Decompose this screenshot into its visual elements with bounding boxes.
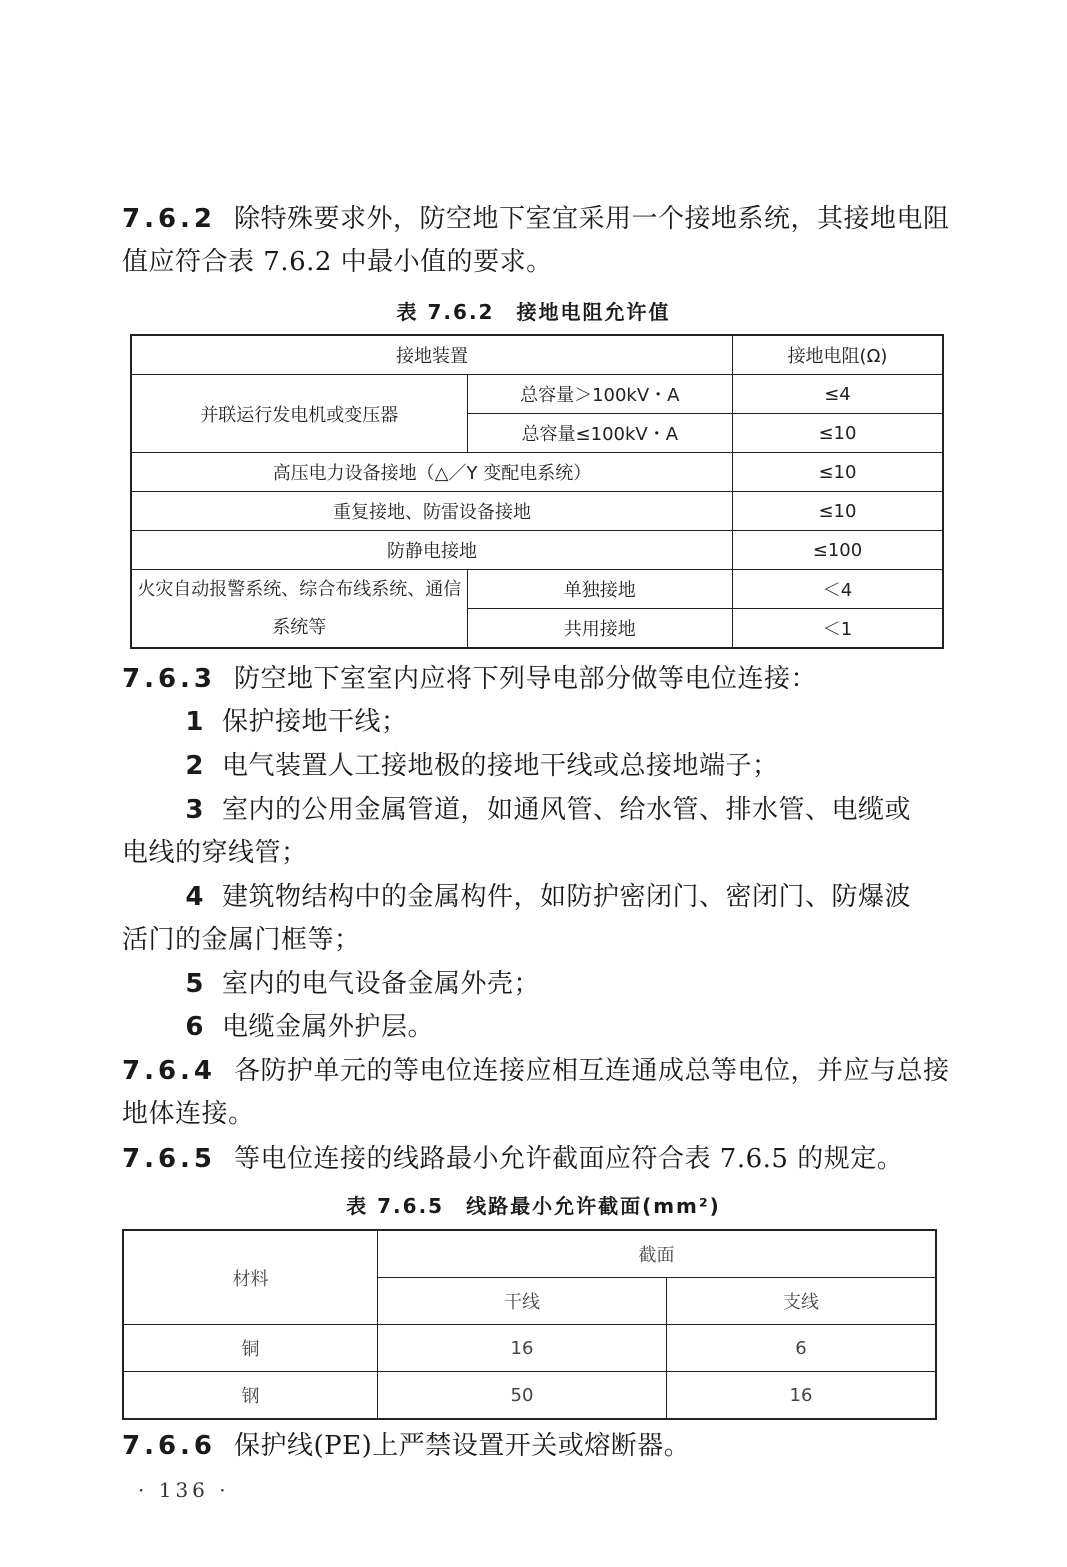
- table-row: [123, 1325, 936, 1372]
- row-generator-value-a: ≤4: [732, 375, 943, 414]
- table-7-6-2-caption: 表 7.6.2 接地电阻允许值: [396, 300, 671, 324]
- row-repeat-label: 重复接地、防雷设备接地: [131, 492, 732, 531]
- header-cross-section: 截面: [378, 1230, 937, 1278]
- clause-number: 7.6.6: [122, 1431, 217, 1461]
- header-material: 材料: [123, 1230, 378, 1325]
- item-text: 电缆金属外护层。: [222, 1012, 435, 1042]
- clause-text: 保护线(PE)上严禁设置开关或熔断器。: [234, 1431, 691, 1461]
- clause-7-6-6: [122, 1425, 952, 1468]
- row-antistatic-value: ≤100: [732, 531, 943, 570]
- row-generator-sub-b: 总容量≤100kV・A: [467, 414, 732, 453]
- clause-7-6-5: [122, 1138, 952, 1181]
- row-repeat-value: ≤10: [732, 492, 943, 531]
- row-generator-value-b: ≤10: [732, 414, 943, 453]
- clause-text: 除特殊要求外，防空地下室宜采用一个接地系统，其接地电阻值应符合表 7.6.2 中最小值的要求。: [122, 204, 950, 277]
- cell-branch: 16: [667, 1372, 937, 1420]
- clause-text: 防空地下室室内应将下列导电部分做等电位连接：: [234, 664, 818, 694]
- item-number: 6: [185, 1012, 204, 1042]
- row-hv-value: ≤10: [732, 453, 943, 492]
- row-generator-sub-a: 总容量＞100kV・A: [467, 375, 732, 414]
- item-number: 1: [185, 707, 204, 737]
- clause-number: 7.6.3: [122, 664, 217, 694]
- cell-main: 50: [378, 1372, 667, 1420]
- item-text: 室内的公用金属管道，如通风管、给水管、排水管、电缆或: [222, 795, 912, 825]
- item-text: 保护接地干线；: [222, 707, 408, 737]
- min-cross-section-table: [122, 1229, 937, 1420]
- cell-material: 铜: [123, 1325, 378, 1372]
- clause-number: 7.6.5: [122, 1144, 217, 1174]
- row-fire-alarm-sub-b: 共用接地: [467, 609, 732, 649]
- list-item-continuation: 电线的穿线管；: [122, 838, 308, 868]
- header-main-line: 干线: [378, 1278, 667, 1325]
- row-fire-alarm-value-b: ＜1: [732, 609, 943, 649]
- row-fire-alarm-label: 火灾自动报警系统、综合布线系统、通信系统等: [131, 570, 467, 649]
- header-grounding-device: 接地装置: [131, 335, 732, 375]
- cell-branch: 6: [667, 1325, 937, 1372]
- row-generator-label: 并联运行发电机或变压器: [131, 375, 467, 453]
- table-row: [123, 1372, 936, 1420]
- row-fire-alarm-sub-a: 单独接地: [467, 570, 732, 609]
- clause-7-6-4: [122, 1050, 952, 1136]
- table-7-6-5-caption: 表 7.6.5 线路最小允许截面(mm²): [346, 1194, 721, 1218]
- item-number: 4: [185, 882, 204, 912]
- item-number: 3: [185, 795, 204, 825]
- clause-number: 7.6.4: [122, 1056, 217, 1086]
- list-item: [122, 876, 952, 919]
- header-grounding-resistance: 接地电阻(Ω): [732, 335, 943, 375]
- item-text: 建筑物结构中的金属构件，如防护密闭门、密闭门、防爆波: [222, 882, 912, 912]
- item-number: 2: [185, 751, 204, 781]
- item-text: 室内的电气设备金属外壳；: [222, 969, 541, 999]
- list-item: [122, 745, 952, 788]
- header-branch-line: 支线: [667, 1278, 937, 1325]
- cell-main: 16: [378, 1325, 667, 1372]
- grounding-resistance-table: [130, 334, 944, 649]
- item-number: 5: [185, 969, 204, 999]
- clause-text: 等电位连接的线路最小允许截面应符合表 7.6.5 的规定。: [234, 1144, 904, 1174]
- list-item: [122, 963, 952, 1006]
- list-item: [122, 789, 952, 832]
- page-number: · 136 ·: [138, 1478, 230, 1502]
- list-item: [122, 701, 952, 744]
- list-item: [122, 1006, 952, 1049]
- clause-number: 7.6.2: [122, 204, 217, 234]
- item-text: 电气装置人工接地极的接地干线或总接地端子；: [222, 751, 779, 781]
- row-antistatic-label: 防静电接地: [131, 531, 732, 570]
- row-fire-alarm-value-a: ＜4: [732, 570, 943, 609]
- row-hv-label: 高压电力设备接地（△／Y 变配电系统）: [131, 453, 732, 492]
- cell-material: 钢: [123, 1372, 378, 1420]
- clause-text: 各防护单元的等电位连接应相互连通成总等电位，并应与总接地体连接。: [122, 1056, 950, 1129]
- list-item-continuation: 活门的金属门框等；: [122, 925, 361, 955]
- clause-7-6-3: [122, 658, 952, 701]
- clause-7-6-2: [122, 198, 952, 284]
